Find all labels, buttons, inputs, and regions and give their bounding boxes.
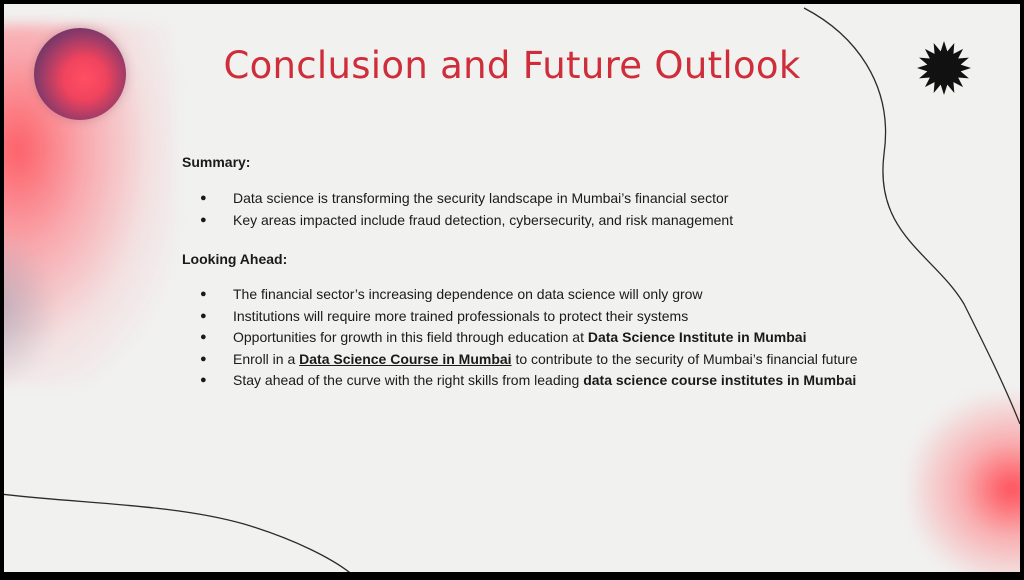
- bullet-icon: ●: [200, 192, 207, 204]
- looking-ahead-item: [182, 284, 862, 306]
- summary-list: [182, 188, 862, 231]
- looking-ahead-heading: Looking Ahead:: [182, 251, 288, 267]
- bullet-icon: ●: [200, 374, 207, 386]
- page-title: Conclusion and Future Outlook: [223, 44, 801, 87]
- bullet-icon: ●: [200, 331, 207, 343]
- looking-ahead-item-text: Institutions will require more trained professionals to protect their systems: [233, 307, 689, 324]
- institutes-highlight: data science course institutes in Mumbai: [583, 372, 857, 388]
- course-link[interactable]: Data Science Course in Mumbai: [299, 350, 512, 367]
- looking-ahead-item: [182, 370, 862, 392]
- institute-highlight: Data Science Institute in Mumbai: [587, 329, 807, 345]
- bullet-icon: ●: [200, 213, 207, 226]
- summary-item: [182, 210, 862, 232]
- bullet-icon: ●: [200, 309, 207, 322]
- content-body: [182, 154, 862, 392]
- looking-ahead-item-text-after: to contribute to the security of Mumbai’s financial future: [511, 350, 858, 367]
- looking-ahead-item-text: Enroll in a: [233, 350, 300, 367]
- looking-ahead-item: [182, 306, 862, 328]
- summary-item-text: Data science is transforming the security landscape in Mumbai’s financial sector: [233, 190, 729, 206]
- bullet-icon: ●: [200, 288, 207, 300]
- looking-ahead-item: [182, 327, 862, 349]
- looking-ahead-item-text: Stay ahead of the curve with the right skills from leading: [233, 372, 584, 388]
- looking-ahead-item-text: The financial sector’s increasing dependence on data science will only grow: [233, 286, 703, 302]
- looking-ahead-item: [182, 349, 862, 371]
- looking-ahead-item-text: Opportunities for growth in this field through education at: [233, 329, 588, 345]
- bullet-icon: ●: [200, 352, 207, 365]
- summary-item: [182, 188, 862, 210]
- summary-heading: Summary:: [182, 154, 251, 170]
- looking-ahead-list: [182, 284, 862, 392]
- slide: [4, 4, 1020, 572]
- summary-item-text: Key areas impacted include fraud detection, cybersecurity, and risk management: [233, 211, 734, 228]
